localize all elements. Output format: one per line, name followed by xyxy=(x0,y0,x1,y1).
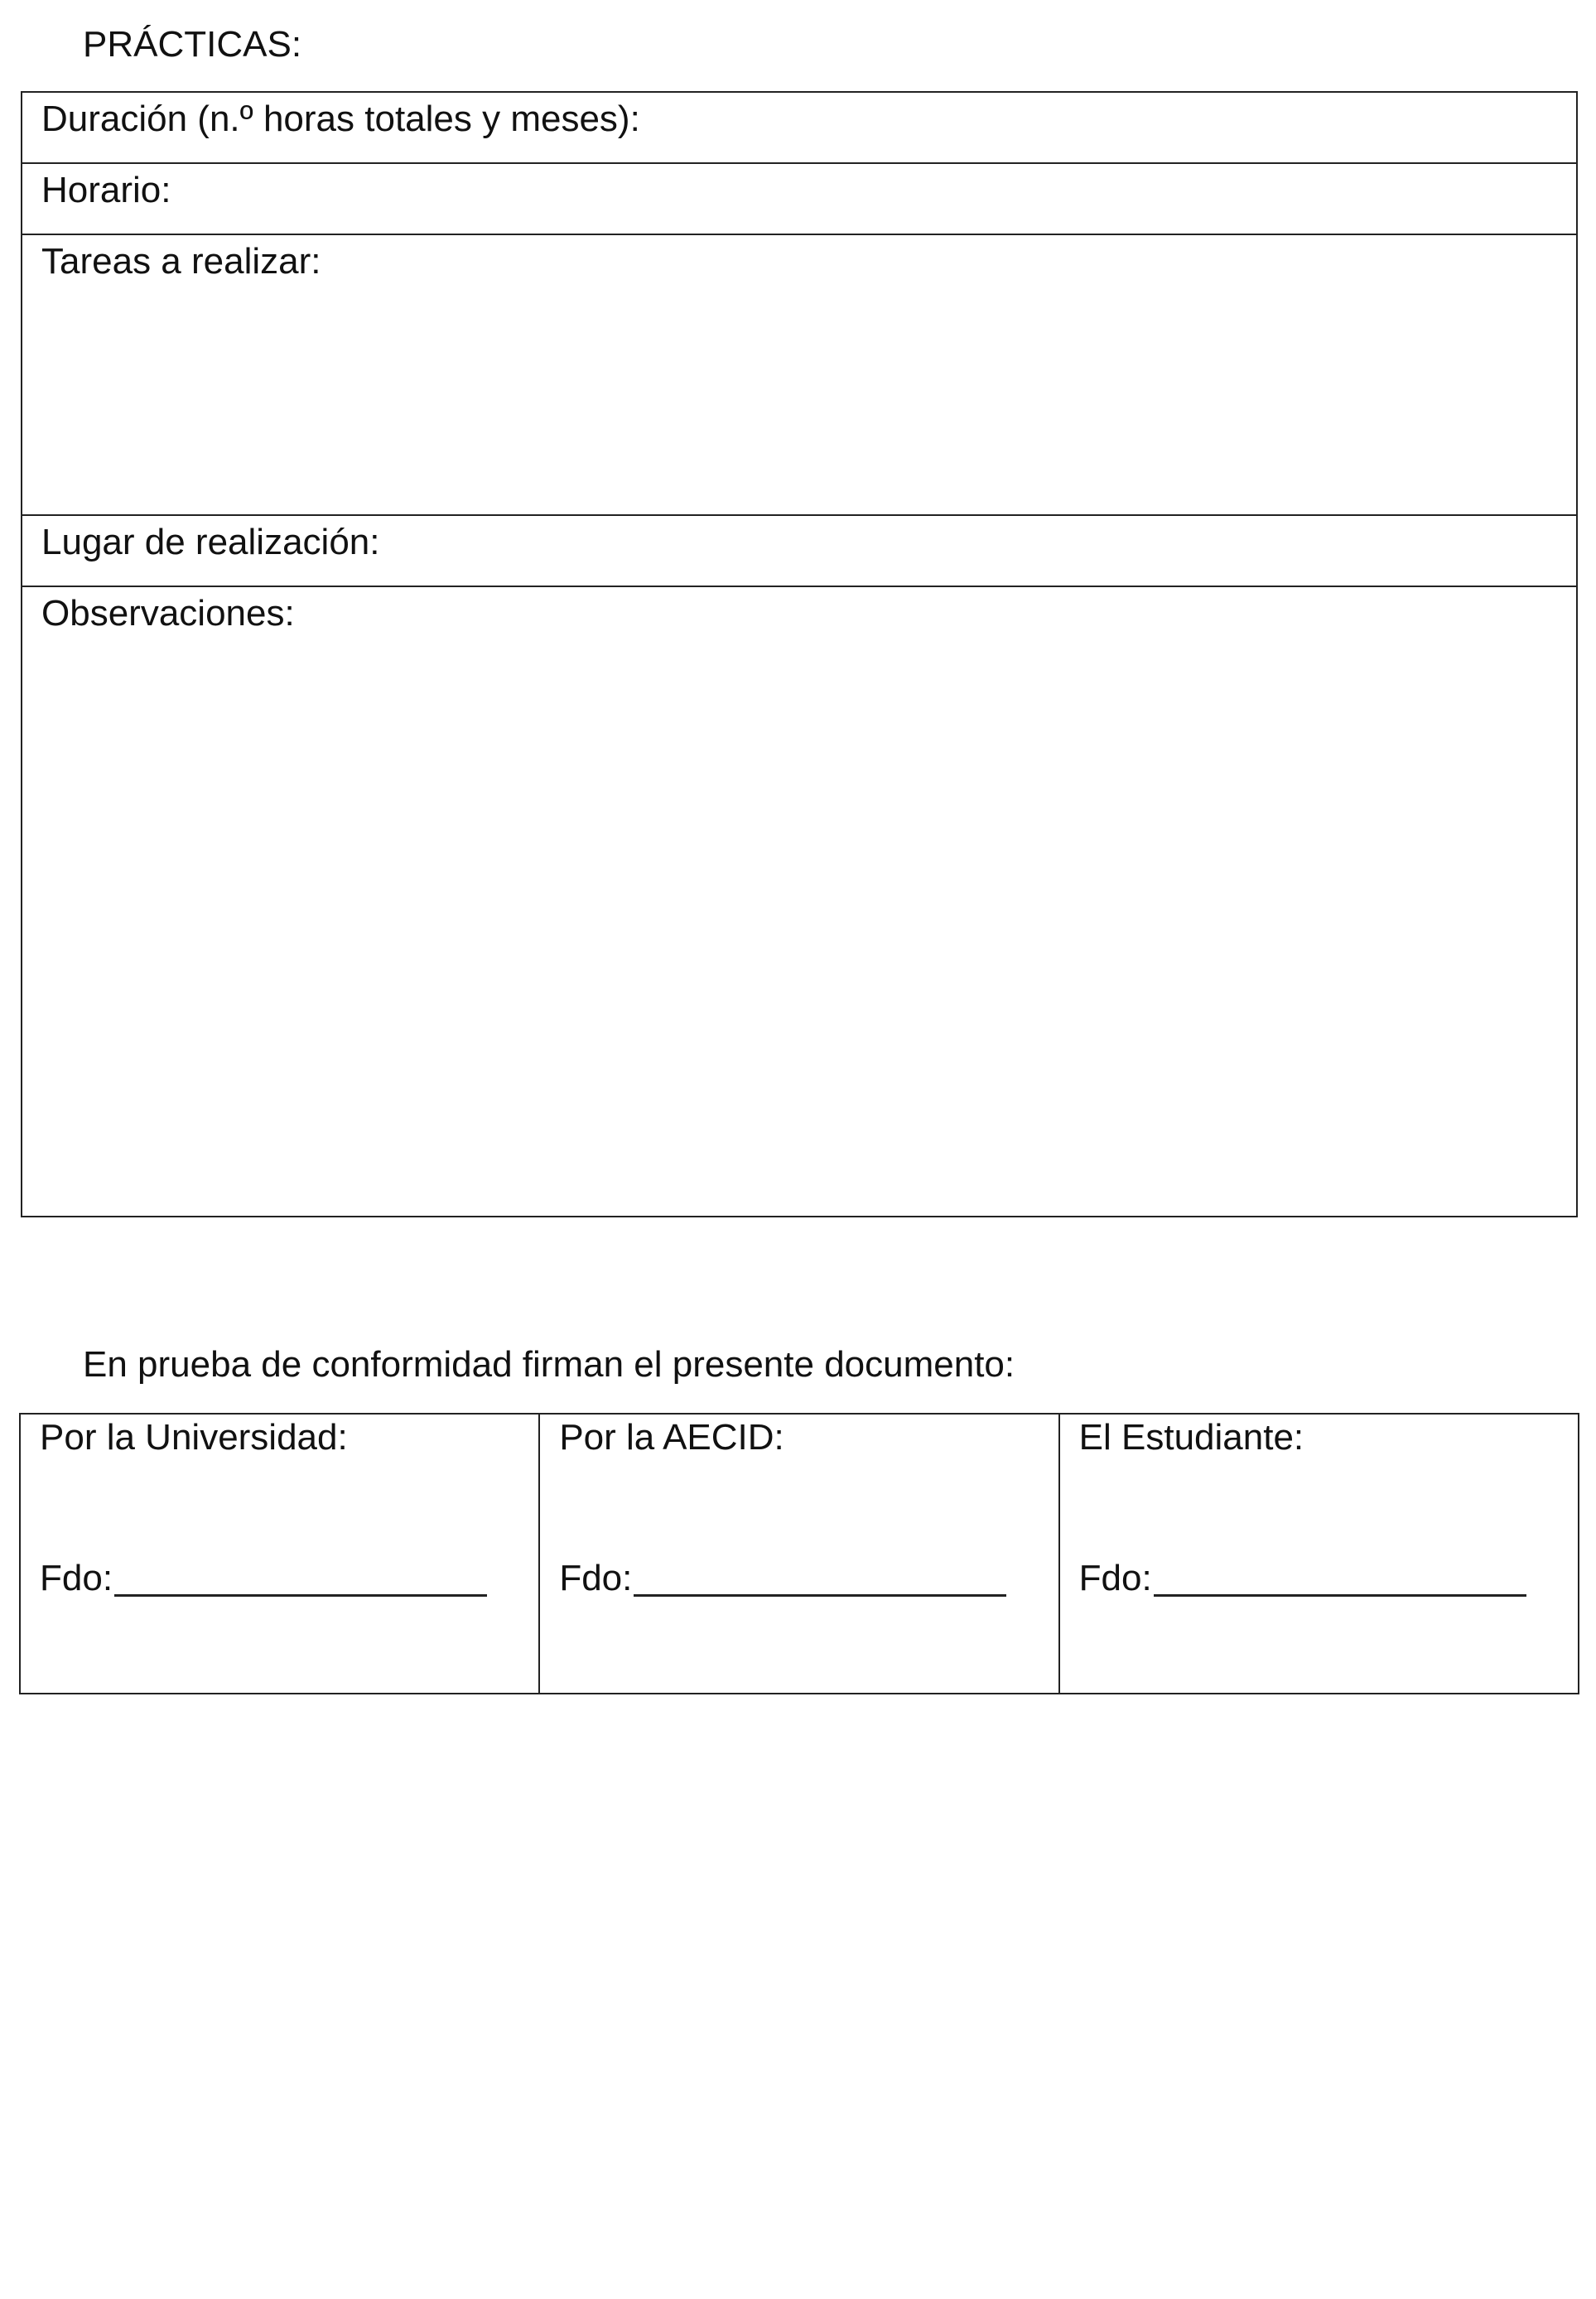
tareas-field[interactable] xyxy=(22,235,1576,516)
section-title: PRÁCTICAS: xyxy=(83,24,302,65)
signature-title: Por la AECID: xyxy=(559,1417,784,1458)
signed-by-label: Fdo: xyxy=(40,1558,113,1598)
practicas-form-table xyxy=(21,91,1578,1217)
signed-by-label: Fdo: xyxy=(559,1558,633,1598)
signature-line xyxy=(559,1560,1006,1597)
signature-blank[interactable] xyxy=(634,1561,1006,1597)
horario-label: Horario: xyxy=(41,170,171,210)
signature-cell-estudiante xyxy=(1060,1415,1578,1693)
observaciones-label: Observaciones: xyxy=(41,593,295,634)
observaciones-field[interactable] xyxy=(22,587,1576,1216)
agreement-text: En prueba de conformidad firman el presente documento: xyxy=(83,1344,1015,1385)
lugar-field[interactable] xyxy=(22,516,1576,587)
duracion-field[interactable] xyxy=(22,93,1576,164)
signed-by-label: Fdo: xyxy=(1078,1558,1152,1598)
signature-blank[interactable] xyxy=(114,1561,487,1597)
lugar-label: Lugar de realización: xyxy=(41,522,380,562)
signature-line xyxy=(1079,1560,1526,1597)
signature-title: Por la Universidad: xyxy=(40,1417,348,1458)
signature-line xyxy=(40,1560,487,1597)
tareas-label: Tareas a realizar: xyxy=(41,241,321,282)
horario-field[interactable] xyxy=(22,164,1576,235)
duracion-label: Duración (n.º horas totales y meses): xyxy=(41,99,640,139)
signature-cell-aecid xyxy=(540,1415,1059,1693)
signature-title: El Estudiante: xyxy=(1078,1417,1304,1458)
signature-cell-universidad xyxy=(21,1415,540,1693)
signature-blank[interactable] xyxy=(1154,1561,1526,1597)
signature-table xyxy=(19,1413,1579,1694)
